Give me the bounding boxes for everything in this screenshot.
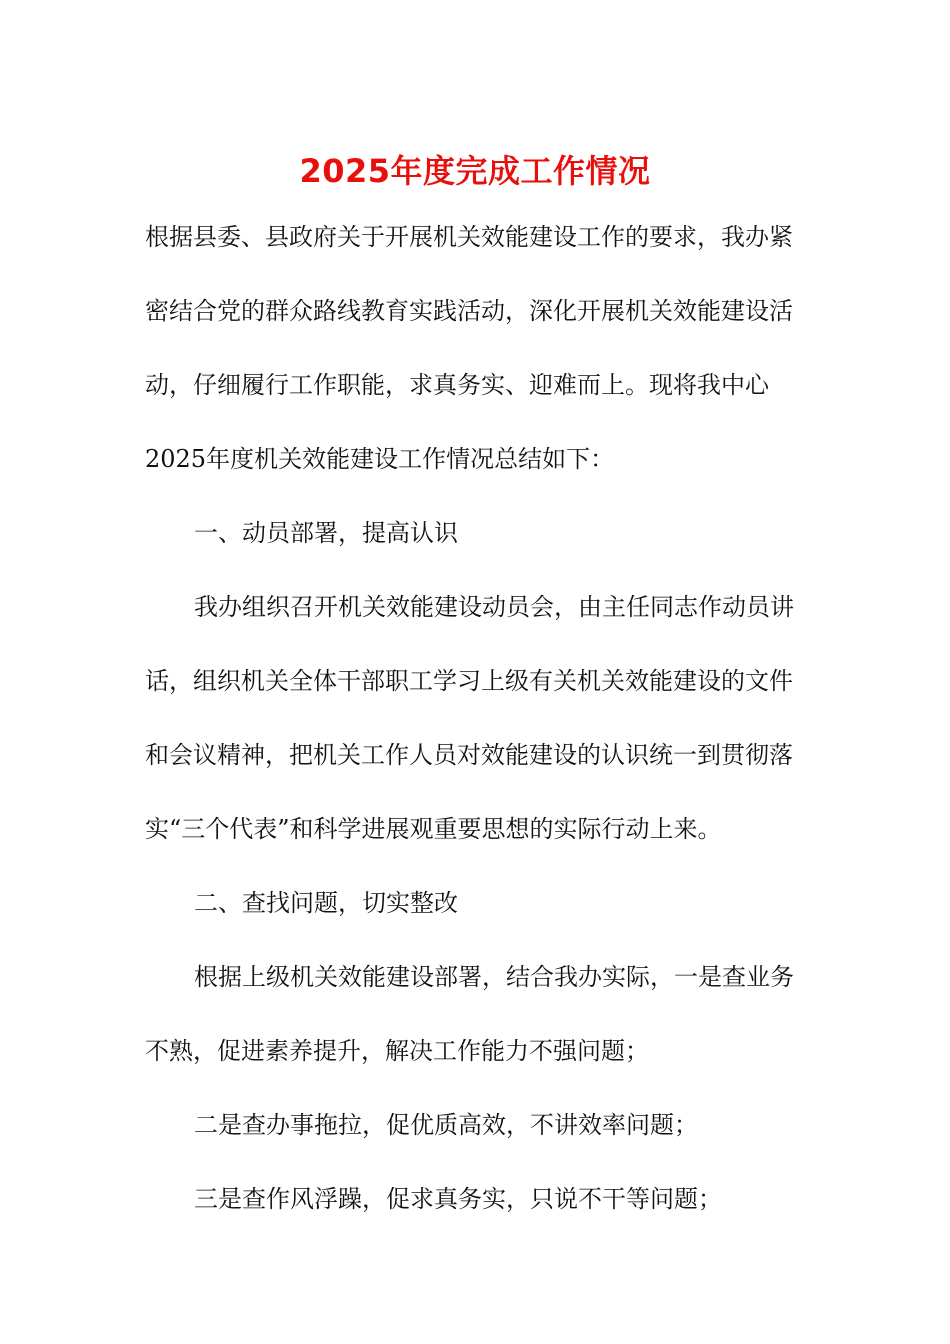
body-line: 2025年度机关效能建设工作情况总结如下： bbox=[145, 445, 615, 473]
body-line: 话，组织机关全体干部职工学习上级有关机关效能建设的文件 bbox=[145, 667, 793, 695]
section-heading: 二、查找问题，切实整改 bbox=[194, 889, 458, 917]
body-line: 三是查作风浮躁，促求真务实，只说不干等问题； bbox=[194, 1185, 722, 1213]
body-line: 不熟，促进素养提升，解决工作能力不强问题； bbox=[145, 1037, 649, 1065]
body-line: 根据上级机关效能建设部署，结合我办实际，一是查业务 bbox=[194, 963, 794, 991]
body-line: 动，仔细履行工作职能，求真务实、迎难而上。现将我中心 bbox=[145, 371, 769, 399]
body-line: 根据县委、县政府关于开展机关效能建设工作的要求，我办紧 bbox=[145, 223, 793, 251]
body-line: 密结合党的群众路线教育实践活动，深化开展机关效能建设活 bbox=[145, 297, 793, 325]
document-body bbox=[145, 200, 805, 1236]
body-line: 二是查办事拖拉，促优质高效，不讲效率问题； bbox=[194, 1111, 698, 1139]
body-line: 实“三个代表”和科学进展观重要思想的实际行动上来。 bbox=[145, 815, 722, 843]
document-title: 2025年度完成工作情况 bbox=[299, 152, 651, 190]
body-line: 我办组织召开机关效能建设动员会，由主任同志作动员讲 bbox=[194, 593, 794, 621]
body-line: 和会议精神，把机关工作人员对效能建设的认识统一到贯彻落 bbox=[145, 741, 793, 769]
section-heading: 一、动员部署，提高认识 bbox=[194, 519, 458, 547]
